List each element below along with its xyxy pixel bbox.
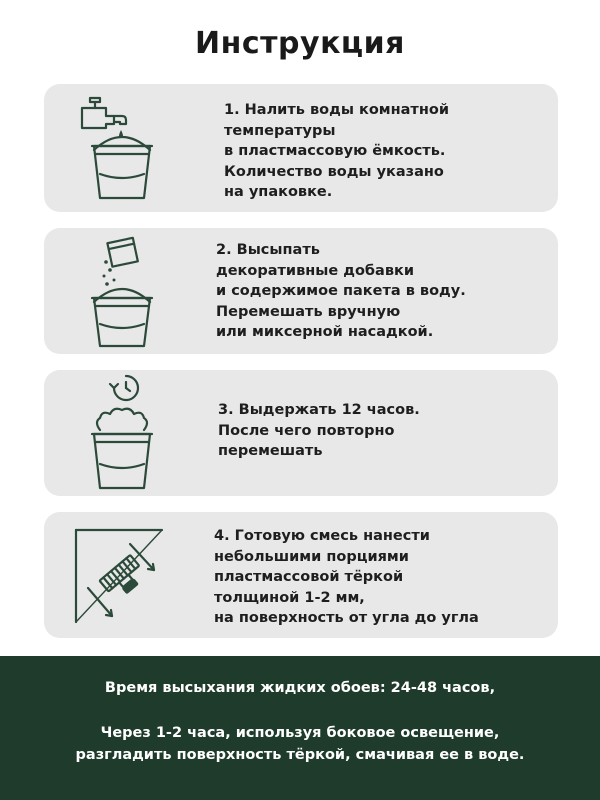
smoothing-line: Через 1-2 часа, используя боковое освещение, [100,725,500,741]
step-4-line: пластмассовой тёркой [214,569,404,585]
step-3-line: 3. Выдержать 12 часов. [218,402,420,418]
drying-time-text: Время высыхания жидких обоев: 24-48 часов, [104,680,496,696]
step-3-line: После чего повторно [218,422,395,439]
step-1-line: 1. Налить воды комнатной [224,102,449,118]
timer-bucket-icon [80,372,162,492]
step-text-3 [218,400,538,462]
footer-banner [0,656,600,800]
step-4-line: 4. Готовую смесь нанести [214,528,430,544]
step-2-line: 2. Высыпать [216,242,320,258]
page-title: Инструкция [195,26,405,61]
step-1-line: на упаковке. [224,184,333,200]
step-text-2 [216,240,546,343]
step-3-line: перемешать [218,443,323,459]
smoothing-line: разгладить поверхность тёркой, смачивая ее в воде. [75,747,525,763]
step-2-line: или миксерной насадкой. [216,324,434,340]
step-2-line: и содержимое пакета в воду. [216,283,466,299]
step-1-line: в пластмассовую ёмкость. [224,143,446,159]
step-4-line: на поверхность от угла до угла [214,610,479,626]
step-card-4 [44,512,558,638]
step-1-line: Количество воды указано [224,163,444,180]
step-2-line: декоративные добавки [216,262,415,279]
step-card-1 [44,84,558,212]
packet-bucket-icon [80,236,162,348]
smoothing-text [0,722,600,766]
trowel-wall-icon [70,522,170,626]
step-card-3 [44,370,558,496]
step-1-line: температуры [224,122,336,139]
faucet-bucket-icon [80,94,162,202]
step-4-line: толщиной 1-2 мм, [214,589,365,606]
step-card-2 [44,228,558,354]
step-text-4 [214,526,550,629]
step-4-line: небольшими порциями [214,548,409,565]
step-text-1 [224,100,544,203]
step-2-line: Перемешать вручную [216,303,401,320]
